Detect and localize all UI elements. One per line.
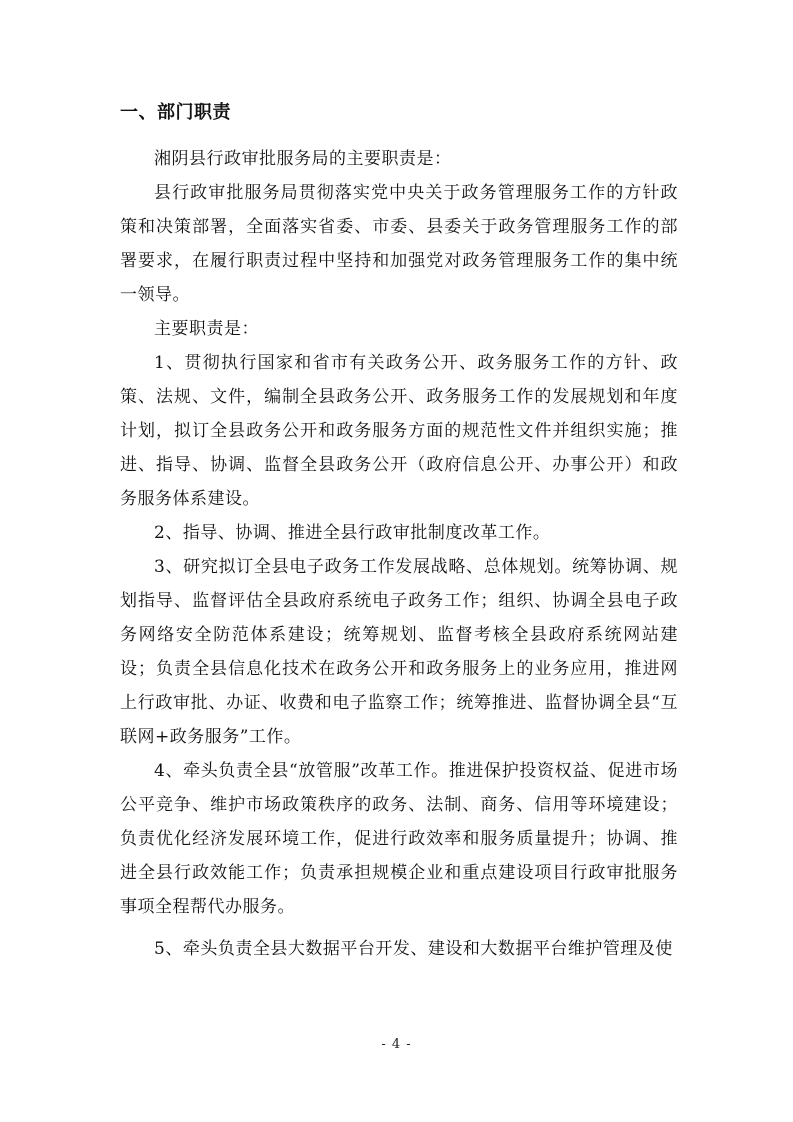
document-content [120,96,678,966]
paragraph-overview: 县行政审批服务局贯彻落实党中央关于政务管理服务工作的方针政策和决策部署，全面落实省委、市委、县委关于政务管理服务工作的部署要求，在履行职责过程中坚持和加强党对政务管理服务工作的集中统一领导。 [120,183,678,305]
section-heading: 一、部门职责 [120,102,231,123]
page-number: - 4 - [381,1037,412,1052]
paragraph-duty-3: 3、研究拟订全县电子政务工作发展战略、总体规划。统筹协调、规划指导、监督评估全县政府系统电子政务工作；组织、协调全县电子政务网络安全防范体系建设；统筹规划、监督考核全县政府系统网站建设；负责全县信息化技术在政务公开和政务服务上的业务应用，推进网上行政审批、办证、收费和电子监察工作；统筹推进、监督协调全县“互联网+政务服务”工作。 [120,557,678,747]
paragraph-duty-4: 4、牵头负责全县“放管服”改革工作。推进保护投资权益、促进市场公平竞争、维护市场政策秩序的政务、法制、商务、信用等环境建设；负责优化经济发展环境工作，促进行政效率和服务质量提升；协调、推进全县行政效能工作；负责承担规模企业和重点建设项目行政审批服务事项全程帮代办服务。 [120,761,678,917]
paragraph-duty-2: 2、指导、协调、推进全县行政审批制度改革工作。 [154,523,551,543]
paragraph-main-duties-title: 主要职责是： [154,319,259,339]
paragraph-duty-1: 1、贯彻执行国家和省市有关政务公开、政务服务工作的方针、政策、法规、文件，编制全县政务公开、政务服务工作的发展规划和年度计划，拟订全县政务公开和政务服务方面的规范性文件并组织实施；推进、指导、协调、监督全县政务公开（政府信息公开、办事公开）和政务服务体系建设。 [120,353,678,509]
paragraph-duty-5: 5、牵头负责全县大数据平台开发、建设和大数据平台维护管理及使 [154,939,673,959]
intro-paragraph: 湘阴县行政审批服务局的主要职责是： [154,149,452,169]
